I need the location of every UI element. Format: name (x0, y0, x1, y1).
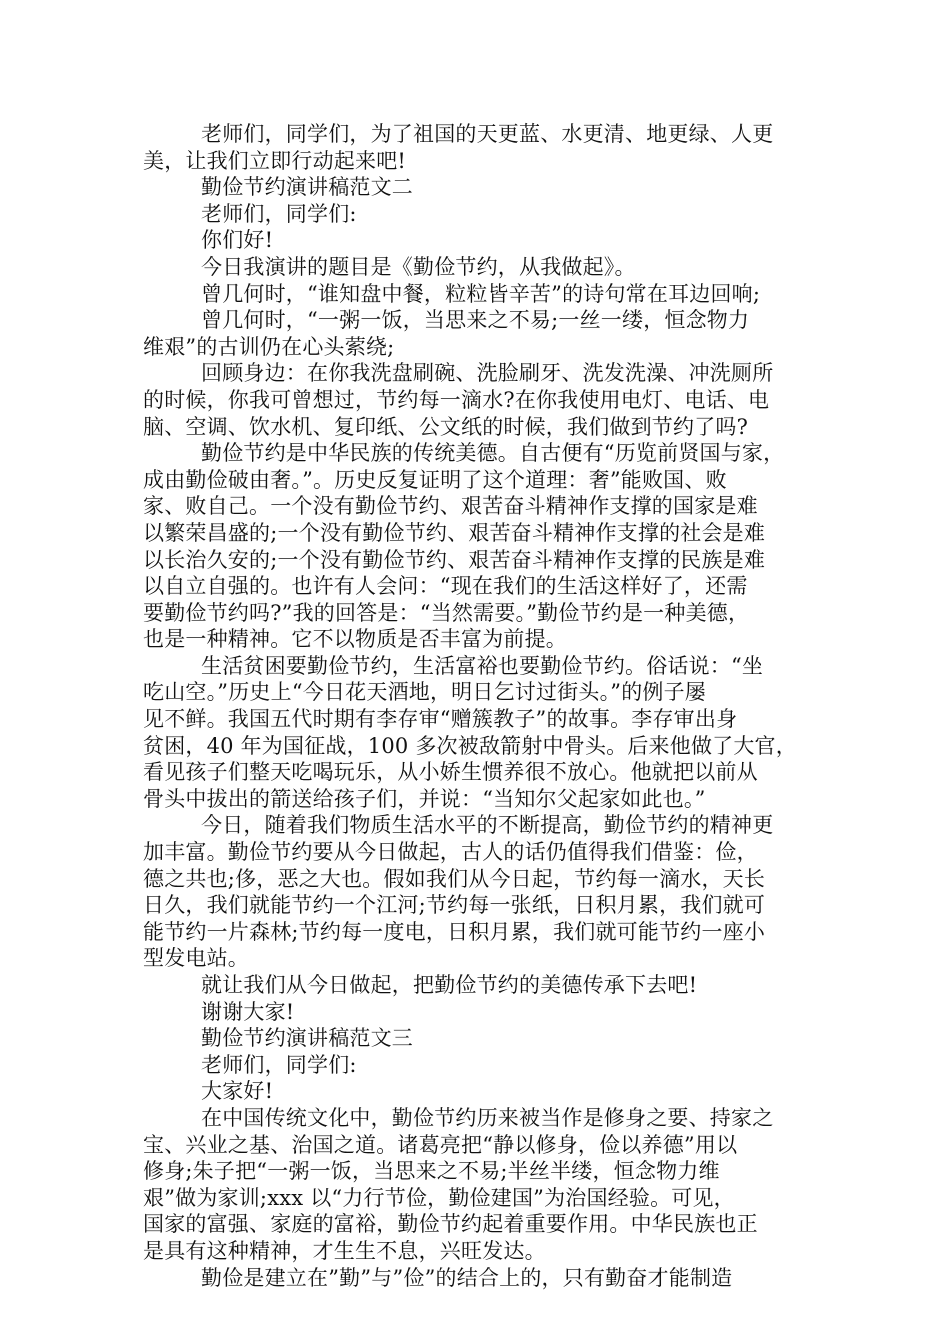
text-line: 国家的富强、家庭的富裕，勤俭节约起着重要作用。中华民族也正 (143, 1212, 758, 1237)
text-line: 是具有这种精神，才生生不息，兴旺发达。 (143, 1238, 546, 1263)
text-line: 勤俭节约是中华民族的传统美德。自古便有“历览前贤国与家， (201, 441, 785, 466)
text-line: 成由勤俭破由奢。”。历史反复证明了这个道理：奢”能败国、败 (143, 467, 727, 492)
text-line: 修身;朱子把“一粥一饭，当思来之不易;半丝半缕，恒念物力维 (143, 1159, 720, 1184)
text-line: 维艰”的古训仍在心头萦绕; (143, 334, 395, 359)
text-line: 德之共也;侈，恶之大也。假如我们从今日起，节约每一滴水，天长 (143, 866, 766, 891)
text-line: 今日我演讲的题目是《勤俭节约，从我做起》。 (201, 254, 636, 279)
text-line: 能节约一片森林;节约每一度电，日积月累，我们就可能节约一座小 (143, 919, 766, 944)
text-line: 老师们，同学们: (201, 1052, 357, 1077)
text-line: 老师们，同学们: (201, 201, 357, 226)
text-line: 看见孩子们整天吃喝玩乐，从小娇生惯养很不放心。他就把以前从 (143, 760, 758, 785)
text-line: 勤俭节约演讲稿范文三 (201, 1026, 413, 1051)
text-line: 吃山空。”历史上“今日花天酒地，明日乞讨过街头。”的例子屡 (143, 680, 707, 705)
text-line: 也是一种精神。它不以物质是否丰富为前提。 (143, 627, 567, 652)
text-line: 大家好! (201, 1079, 274, 1104)
text-line: 贫困，40 年为国征战，100 多次被敌箭射中骨头。后来他做了大官， (143, 733, 797, 758)
text-line: 曾几何时，“谁知盘中餐，粒粒皆辛苦”的诗句常在耳边回响; (201, 281, 761, 306)
document-body (143, 121, 831, 1291)
text-line: 在中国传统文化中，勤俭节约历来被当作是修身之要、持家之 (201, 1105, 774, 1130)
text-line: 型发电站。 (143, 946, 249, 971)
text-line: 以自立自强的。也许有人会问：“现在我们的生活这样好了，还需 (143, 574, 748, 599)
text-line: 你们好! (201, 228, 274, 253)
text-line: 日久，我们就能节约一个江河;节约每一张纸，日积月累，我们就可 (143, 893, 766, 918)
text-line: 宝、兴业之基、治国之道。诸葛亮把“静以修身，俭以养德”用以 (143, 1132, 738, 1157)
text-line: 今日，随着我们物质生活水平的不断提高，勤俭节约的精神更 (201, 813, 774, 838)
text-line: 曾几何时，“一粥一饭，当思来之不易;一丝一缕，恒念物力 (201, 308, 750, 333)
text-line: 生活贫困要勤俭节约，生活富裕也要勤俭节约。俗话说：“坐 (201, 653, 764, 678)
text-line: 就让我们从今日做起，把勤俭节约的美德传承下去吧! (201, 973, 698, 997)
text-line: 见不鲜。我国五代时期有李存审“赠簇教子”的故事。李存审出身 (143, 707, 738, 732)
text-line: 以长治久安的;一个没有勤俭节约、艰苦奋斗精神作支撑的民族是难 (143, 547, 766, 572)
text-line: 骨头中拔出的箭送给孩子们，并说：“当知尔父起家如此也。” (143, 786, 706, 811)
text-line: 谢谢大家! (201, 999, 295, 1024)
text-line: 加丰富。勤俭节约要从今日做起，古人的话仍值得我们借鉴：俭， (143, 840, 758, 865)
text-line: 的时候，你我可曾想过，节约每一滴水?在你我使用电灯、电话、电 (143, 387, 770, 412)
text-line: 美，让我们立即行动起来吧! (143, 148, 407, 173)
text-line: 脑、空调、饮水机、复印纸、公文纸的时候，我们做到节约了吗? (143, 414, 749, 439)
text-line: 勤俭节约演讲稿范文二 (201, 175, 413, 200)
text-line: 要勤俭节约吗?”我的回答是：“当然需要。”勤俭节约是一种美德， (143, 600, 750, 625)
text-line: 老师们，同学们，为了祖国的天更蓝、水更清、地更绿、人更 (201, 122, 774, 146)
text-line: 艰”做为家训;xxx 以“力行节俭，勤俭建国”为治国经验。可见， (143, 1185, 735, 1210)
text-line: 家、败自己。一个没有勤俭节约、艰苦奋斗精神作支撑的国家是难 (143, 494, 758, 519)
text-line: 回顾身边：在你我洗盘刷碗、洗脸刷牙、洗发洗澡、冲洗厕所 (201, 361, 774, 386)
text-line: 以繁荣昌盛的;一个没有勤俭节约、艰苦奋斗精神作支撑的社会是难 (143, 520, 766, 545)
text-line: 勤俭是建立在”勤”与”俭”的结合上的，只有勤奋才能制造 (201, 1265, 733, 1290)
